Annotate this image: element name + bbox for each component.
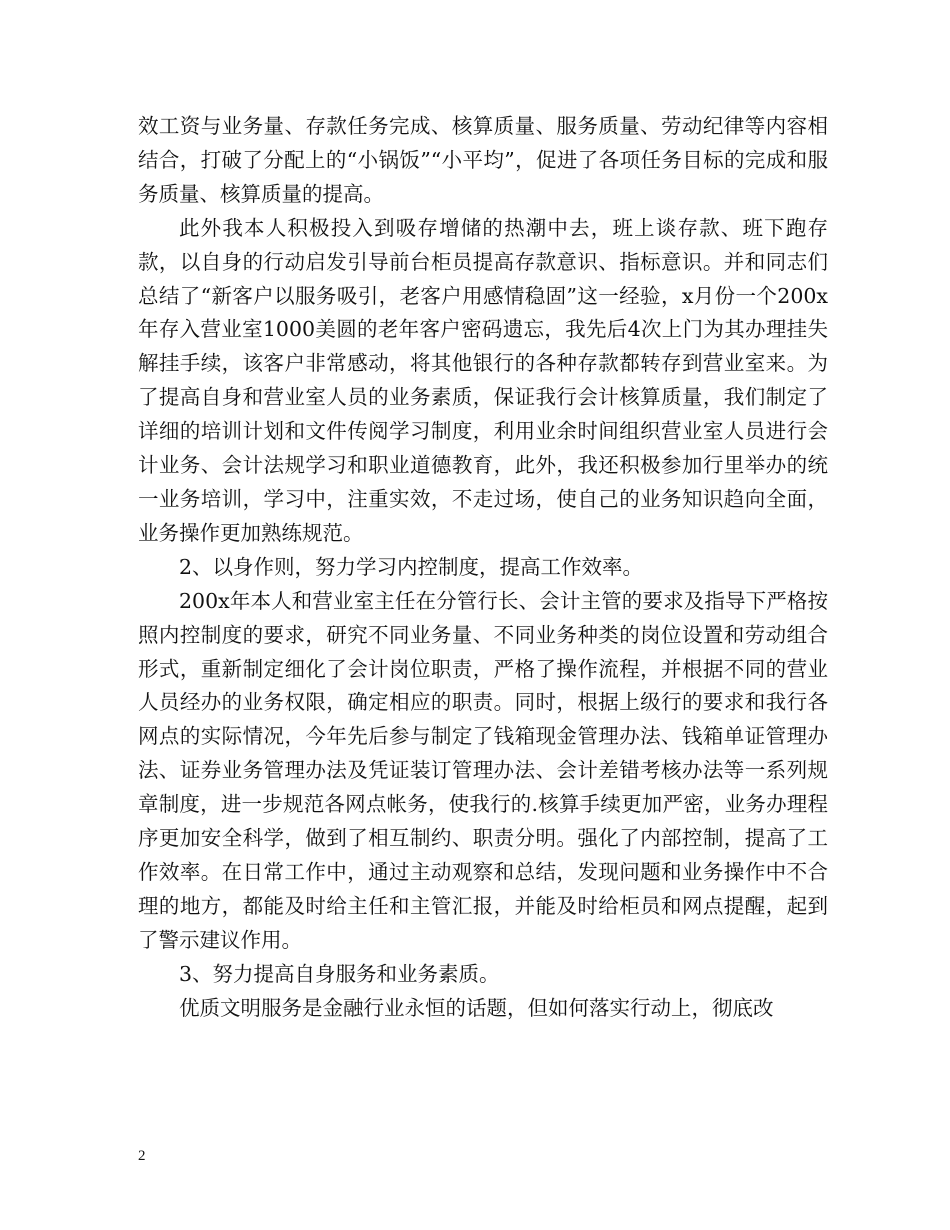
page-number: 2	[138, 1148, 146, 1164]
document-body	[138, 110, 828, 1025]
paragraph-2: 此外我本人积极投入到吸存增储的热潮中去，班上谈存款、班下跑存款，以自身的行动启发引导前台柜员提高存款意识、指标意识。并和同志们总结了“新客户以服务吸引，老客户用感情稳固”这一经验，x月份一个200x年存入营业室1000美圆的老年客户密码遗忘，我先后4次上门为其办理挂失解挂手续，该客户非常感动，将其他银行的各种存款都转存到营业室来。为了提高自身和营业室人员的业务素质，保证我行会计核算质量，我们制定了详细的培训计划和文件传阅学习制度，利用业余时间组织营业室人员进行会计业务、会计法规学习和职业道德教育，此外，我还积极参加行里举办的统一业务培训，学习中，注重实效，不走过场，使自己的业务知识趋向全面，业务操作更加熟练规范。	[138, 215, 828, 545]
paragraph-4: 优质文明服务是金融行业永恒的话题，但如何落实行动上，彻底改	[179, 995, 774, 1020]
section-heading-2: 2、以身作则，努力学习内控制度，提高工作效率。	[179, 554, 644, 579]
paragraph-1: 效工资与业务量、存款任务完成、核算质量、服务质量、劳动纪律等内容相结合，打破了分配上的“小锅饭”“小平均”，促进了各项任务目标的完成和服务质量、核算质量的提高。	[138, 114, 828, 206]
paragraph-3: 200x年本人和营业室主任在分管行长、会计主管的要求及指导下严格按照内控制度的要求，研究不同业务量、不同业务种类的岗位设置和劳动组合形式，重新制定细化了会计岗位职责，严格了操作流程，并根据不同的营业人员经办的业务权限，确定相应的职责。同时，根据上级行的要求和我行各网点的实际情况，今年先后参与制定了钱箱现金管理办法、钱箱单证管理办法、证券业务管理办法及凭证装订管理办法、会计差错考核办法等一系列规章制度，进一步规范各网点帐务，使我行的.核算手续更加严密，业务办理程序更加安全科学，做到了相互制约、职责分明。强化了内部控制，提高了工作效率。在日常工作中，通过主动观察和总结，发现问题和业务操作中不合理的地方，都能及时给主任和主管汇报，并能及时给柜员和网点提醒，起到了警示建议作用。	[138, 588, 828, 952]
section-heading-3: 3、努力提高自身服务和业务素质。	[179, 961, 500, 986]
